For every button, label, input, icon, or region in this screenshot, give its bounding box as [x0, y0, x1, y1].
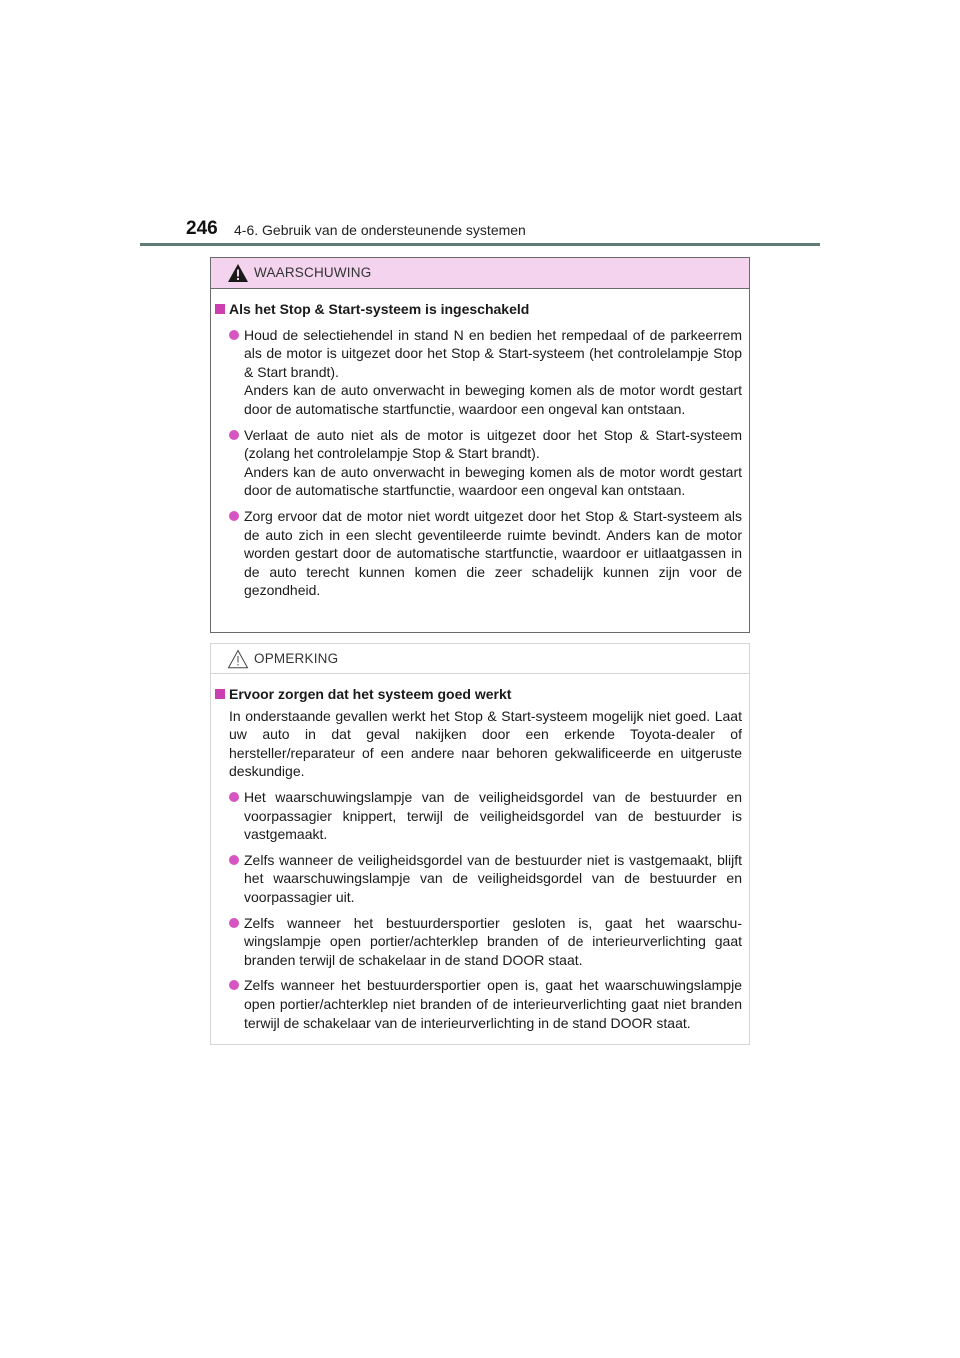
notice-topic-title: Ervoor zorgen dat het systeem goed werkt — [229, 686, 512, 702]
section-title: 4-6. Gebruik van de ondersteunende systemen — [234, 222, 526, 238]
warning-bullet — [215, 326, 742, 419]
notice-intro — [215, 707, 742, 781]
bullet-dot-icon — [229, 918, 239, 928]
bullet-dot-icon — [229, 855, 239, 865]
bullet-dot-icon — [229, 330, 239, 340]
page-number: 246 — [186, 218, 218, 239]
warning-header — [211, 258, 749, 289]
notice-content — [211, 674, 749, 1032]
warning-triangle-icon — [227, 263, 249, 283]
notice-bullet — [215, 914, 742, 970]
bullet-dot-icon — [229, 980, 239, 990]
notice-box — [210, 643, 750, 1045]
warning-content — [211, 289, 749, 600]
square-bullet-icon — [215, 689, 225, 699]
notice-label: OPMERKING — [254, 651, 339, 666]
notice-bullet — [215, 788, 742, 844]
notice-bullet — [215, 851, 742, 907]
notice-header — [211, 644, 749, 674]
bullet-dot-icon — [229, 511, 239, 521]
bullet-dot-icon — [229, 792, 239, 802]
bullet-text: Zelfs wanneer het bestuurdersportier gesloten is, gaat het waarschuwingslampje open portier/achterklep branden of de interieurverlichting gaat branden terwijl de schakelaar in de stand DOOR staat. — [244, 914, 742, 968]
bullet-text: Zelfs wanneer de veiligheidsgordel van de bestuurder niet is vastgemaakt, blijft het waarschuwingslampje van de veiligheidsgordel van de bestuurder en voorpassagier uit. — [244, 851, 742, 905]
notice-bullet — [215, 976, 742, 1032]
warning-topic-title: Als het Stop & Start-systeem is ingeschakeld — [229, 301, 530, 317]
caution-triangle-icon — [227, 649, 249, 669]
notice-topic — [215, 685, 742, 704]
bullet-text: Het waarschuwingslampje van de veiligheidsgordel van de bestuurder en voorpassagier knippert, terwijl de veiligheidsgordel van de bestuurder is vastgemaakt. — [244, 788, 742, 843]
bullet-text: Anders kan de auto onverwacht in beweging komen als de motor wordt gestart door de automatische startfunctie, waardoor een ongeval kan ontstaan. — [244, 382, 742, 417]
bullet-text: Zorg ervoor dat de motor niet wordt uitgezet door het Stop & Start-systeem als de auto zich in een slecht geventileerde ruimte bevindt. Anders kan de motor worden gestart door de automatische startfunctie, waardoor er uitlaatgassen in de auto terecht kunnen komen die zeer schadelijk kunnen zijn voor de gezondheid. — [244, 507, 742, 599]
square-bullet-icon — [215, 304, 225, 314]
bullet-text: Anders kan de auto onverwacht in beweging komen als de motor wordt gestart door de automatische startfunctie, waardoor een ongeval kan ontstaan. — [244, 463, 742, 499]
warning-bullet — [215, 507, 742, 600]
header-rule — [140, 243, 820, 246]
warning-box — [210, 257, 750, 633]
bullet-text: Houd de selectiehendel in stand N en bedien het rempedaal of de parkeerrem als de motor is uitgezet door het Stop & Start-systeem (het controlelampje Stop & Start brandt). — [244, 326, 742, 380]
warning-topic — [215, 300, 742, 319]
warning-label: WAARSCHUWING — [254, 265, 372, 280]
warning-bullet — [215, 426, 742, 500]
bullet-text: Zelfs wanneer het bestuurdersportier open is, gaat het waarschuwingslampje open portier/achterklep niet branden of de interieurverlichting gaat niet branden terwijl de schakelaar van de interieurverlichting in de stand DOOR staat. — [244, 977, 742, 1031]
bullet-text: Verlaat de auto niet als de motor is uitgezet door het Stop & Start-systeem (zolang het controlelampje Stop & Start brandt). — [244, 426, 742, 462]
bullet-dot-icon — [229, 430, 239, 440]
intro-text: In onderstaande gevallen werkt het Stop & Start-systeem mogelijk niet goed. Laat uw auto in dat geval nakijken door een erkende Toyota-dealer of hersteller/reparateur of een andere naar behoren gekwalificeerde en uitgeruste deskundige. — [229, 707, 742, 780]
